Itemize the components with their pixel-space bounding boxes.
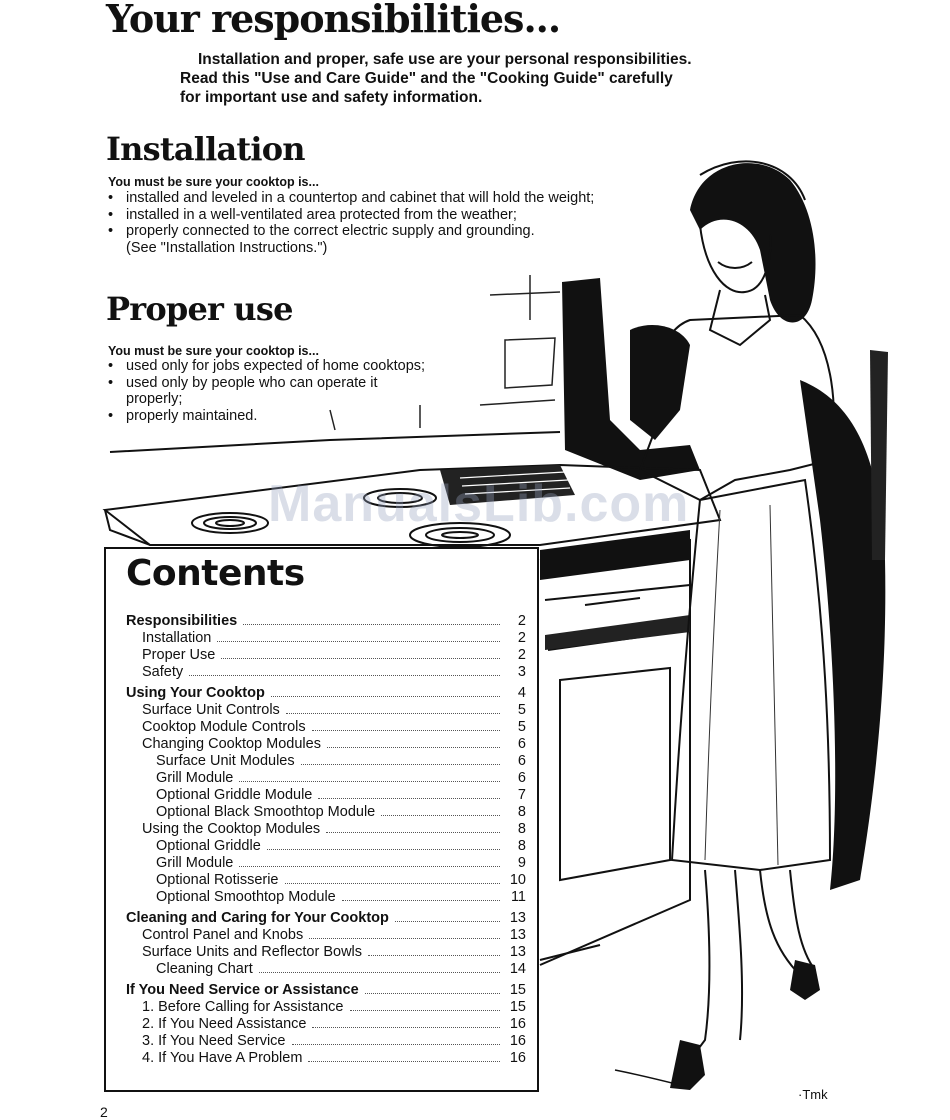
contents-entry <box>106 982 526 999</box>
dot-leader <box>350 1010 501 1011</box>
contents-entry <box>106 702 526 719</box>
contents-entry-label: Control Panel and Knobs <box>142 927 304 943</box>
proper-use-lead: You must be sure your cooktop is... <box>108 344 319 358</box>
contents-entry-label: 4. If You Have A Problem <box>142 1050 303 1066</box>
list-item: • properly connected to the correct electric supply and grounding. (See "Installation Instructions.") <box>108 223 546 256</box>
intro-line: Read this "Use and Care Guide" and the "Cooking Guide" carefully <box>180 70 673 87</box>
contents-entry-page: 5 <box>517 702 526 718</box>
dot-leader <box>309 938 500 939</box>
contents-entry-page: 13 <box>509 944 526 960</box>
contents-entry-page: 2 <box>517 630 526 646</box>
dot-leader <box>189 675 500 676</box>
contents-entry-label: Optional Black Smoothtop Module <box>156 804 376 820</box>
contents-heading: Contents <box>126 553 305 594</box>
intro-line: Installation and proper, safe use are your personal responsibilities. <box>198 51 692 68</box>
contents-entry-page: 15 <box>509 999 526 1015</box>
contents-entry <box>106 910 526 927</box>
contents-entry-page: 6 <box>517 753 526 769</box>
contents-entry-label: Optional Smoothtop Module <box>156 889 336 905</box>
contents-entry-page: 4 <box>517 685 526 701</box>
dot-leader <box>312 1027 500 1028</box>
contents-entry-page: 16 <box>509 1033 526 1049</box>
dot-leader <box>217 641 500 642</box>
trademark-note: ·Tmk <box>798 1087 828 1102</box>
dot-leader <box>368 955 500 956</box>
contents-entry-page: 8 <box>517 821 526 837</box>
dot-leader <box>381 815 500 816</box>
contents-entry-label: Using the Cooktop Modules <box>142 821 321 837</box>
contents-entry-label: Optional Rotisserie <box>156 872 279 888</box>
proper-use-heading: Proper use <box>106 290 293 328</box>
dot-leader <box>301 764 500 765</box>
contents-entry <box>106 961 526 978</box>
dot-leader <box>259 972 500 973</box>
contents-entry-label: Cleaning and Caring for Your Cooktop <box>126 910 389 926</box>
dot-leader <box>308 1061 500 1062</box>
contents-entry <box>106 838 526 855</box>
contents-entry <box>106 787 526 804</box>
contents-entry-page: 8 <box>517 838 526 854</box>
contents-entry <box>106 753 526 770</box>
contents-entry-page: 14 <box>509 961 526 977</box>
intro-paragraph <box>180 50 820 107</box>
contents-entry-label: 3. If You Need Service <box>142 1033 286 1049</box>
installation-lead: You must be sure your cooktop is... <box>108 175 319 189</box>
contents-entry-label: 1. Before Calling for Assistance <box>142 999 344 1015</box>
contents-entry-label: Surface Unit Modules <box>156 753 295 769</box>
contents-entry-page: 5 <box>517 719 526 735</box>
dot-leader <box>292 1044 501 1045</box>
contents-entry-label: 2. If You Need Assistance <box>142 1016 307 1032</box>
dot-leader <box>365 993 500 994</box>
contents-entry <box>106 855 526 872</box>
contents-entry-label: Cleaning Chart <box>156 961 253 977</box>
contents-entry <box>106 770 526 787</box>
contents-entry-page: 2 <box>517 647 526 663</box>
contents-entry <box>106 647 526 664</box>
installation-list <box>108 190 608 256</box>
contents-entry-page: 8 <box>517 804 526 820</box>
dot-leader <box>395 921 500 922</box>
contents-entry-page: 15 <box>509 982 526 998</box>
contents-entry <box>106 889 526 906</box>
contents-entry-label: Optional Griddle Module <box>156 787 313 803</box>
list-item: • installed in a well-ventilated area protected from the weather; <box>108 207 608 224</box>
contents-entry <box>106 1016 526 1033</box>
contents-entry-label: Grill Module <box>156 770 234 786</box>
list-item: • used only by people who can operate it properly; <box>108 375 436 408</box>
contents-entry-label: Safety <box>142 664 184 680</box>
list-item: • installed and leveled in a countertop and cabinet that will hold the weight; <box>108 190 608 207</box>
contents-entry-page: 6 <box>517 736 526 752</box>
dot-leader <box>267 849 500 850</box>
contents-entry <box>106 804 526 821</box>
contents-entry <box>106 821 526 838</box>
list-item: • used only for jobs expected of home cooktops; <box>108 358 488 375</box>
list-item: • properly maintained. <box>108 408 488 425</box>
contents-entry-label: Using Your Cooktop <box>126 685 265 701</box>
dot-leader <box>286 713 500 714</box>
dot-leader <box>342 900 500 901</box>
page-title: Your responsibilities... <box>106 0 561 41</box>
contents-entry <box>106 927 526 944</box>
contents-entry <box>106 999 526 1016</box>
contents-entry-page: 10 <box>509 872 526 888</box>
dot-leader <box>327 747 500 748</box>
contents-entry-page: 13 <box>509 927 526 943</box>
contents-entry <box>106 1033 526 1050</box>
contents-entry-label: Responsibilities <box>126 613 238 629</box>
contents-entry <box>106 872 526 889</box>
contents-entry <box>106 685 526 702</box>
contents-entry-page: 11 <box>510 889 526 905</box>
contents-entry-page: 9 <box>517 855 526 871</box>
contents-entry-page: 13 <box>509 910 526 926</box>
contents-entry-label: Grill Module <box>156 855 234 871</box>
dot-leader <box>239 866 500 867</box>
dot-leader <box>312 730 500 731</box>
proper-use-list <box>108 358 488 424</box>
contents-entry-label: Proper Use <box>142 647 216 663</box>
dot-leader <box>285 883 501 884</box>
dot-leader <box>326 832 500 833</box>
contents-entry-page: 16 <box>509 1050 526 1066</box>
contents-entry-label: Cooktop Module Controls <box>142 719 306 735</box>
contents-entry-page: 6 <box>517 770 526 786</box>
contents-entry-label: Changing Cooktop Modules <box>142 736 321 752</box>
contents-entry-page: 2 <box>517 613 526 629</box>
contents-entry-label: Surface Unit Controls <box>142 702 280 718</box>
installation-heading: Installation <box>106 130 305 168</box>
dot-leader <box>221 658 500 659</box>
contents-entry-page: 7 <box>517 787 526 803</box>
contents-entry <box>106 1050 526 1067</box>
dot-leader <box>243 624 500 625</box>
contents-entry-label: If You Need Service or Assistance <box>126 982 359 998</box>
contents-entry <box>106 664 526 681</box>
page-number: 2 <box>100 1104 108 1120</box>
contents-entry <box>106 736 526 753</box>
contents-box <box>104 547 539 1092</box>
intro-line: for important use and safety information. <box>180 89 483 106</box>
contents-entry <box>106 630 526 647</box>
dot-leader <box>271 696 500 697</box>
contents-entry-label: Optional Griddle <box>156 838 261 854</box>
contents-entry-label: Installation <box>142 630 212 646</box>
contents-entry <box>106 944 526 961</box>
contents-entry-page: 3 <box>517 664 526 680</box>
dot-leader <box>318 798 500 799</box>
contents-entry <box>106 613 526 630</box>
contents-entry <box>106 719 526 736</box>
dot-leader <box>239 781 500 782</box>
contents-entry-page: 16 <box>509 1016 526 1032</box>
contents-entry-label: Surface Units and Reflector Bowls <box>142 944 363 960</box>
watermark: ManualsLib.com <box>268 475 690 533</box>
contents-list <box>106 613 526 1067</box>
